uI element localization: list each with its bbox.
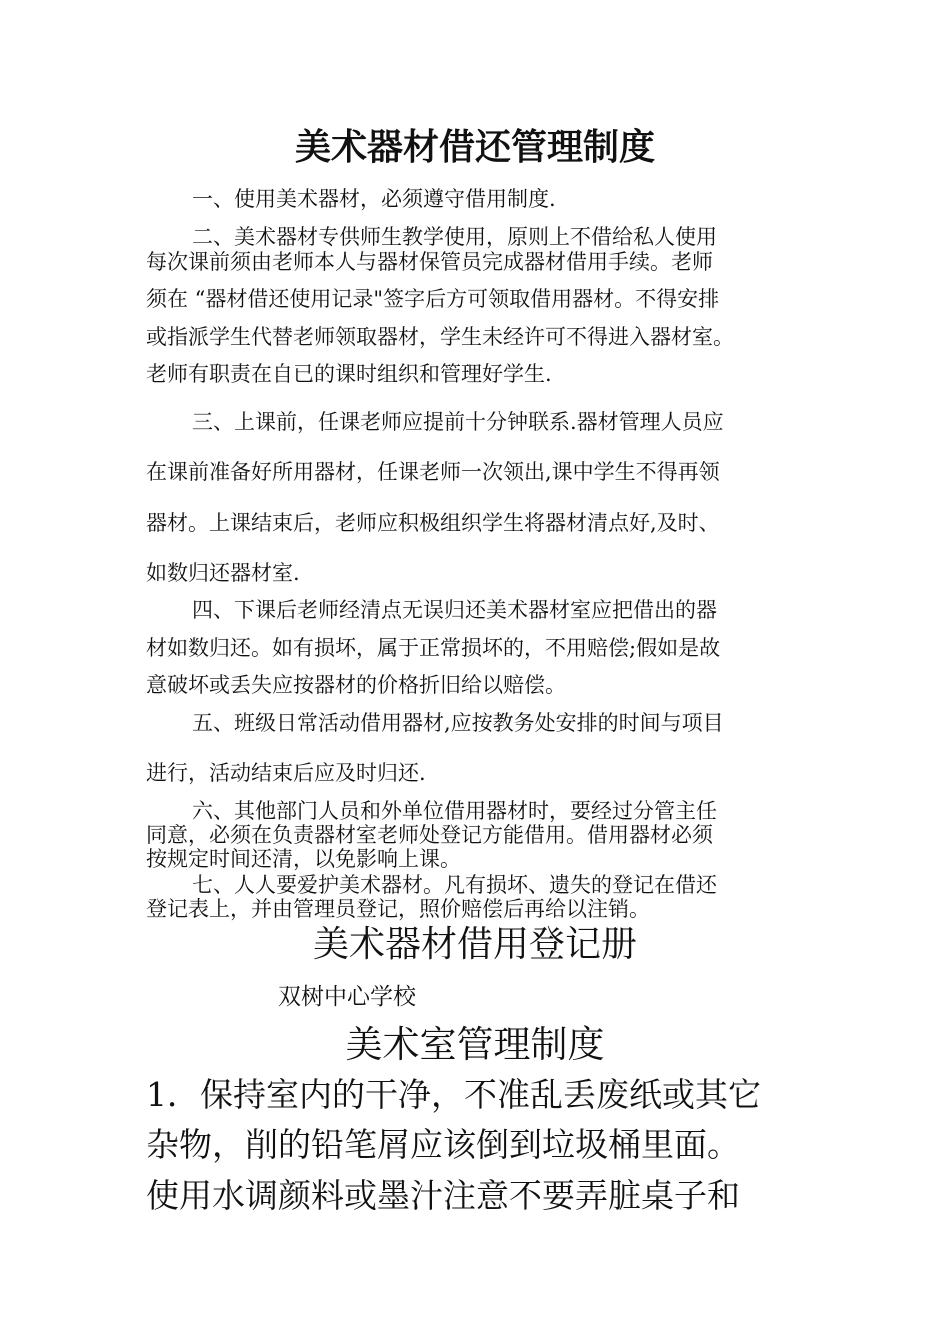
rule-1-line-2: 杂物，削的铅笔屑应该倒到垃圾桶里面。 [146, 1125, 740, 1164]
register-title: 美术器材借用登记册 [312, 924, 637, 965]
clause-4-line-2: 材如数归还。如有损坏，属于正常损坏的，不用赔偿;假如是故 [146, 636, 721, 660]
clause-7-line-1: 七、人人要爱护美术器材。凡有损坏、遗失的登记在借还 [192, 873, 717, 897]
clause-4-line-1: 四、下课后老师经清点无误归还美术器材室应把借出的器 [192, 598, 717, 622]
rule-1-line-3: 使用水调颜料或墨汁注意不要弄脏桌子和 [146, 1176, 740, 1215]
school-name: 双树中心学校 [278, 984, 416, 1010]
clause-2-line-2: 每次课前须由老师本人与器材保管员完成器材借用手续。老师 [146, 250, 713, 274]
clause-3-line-2: 在课前准备好所用器材，任课老师一次领出,课中学生不得再领 [146, 460, 720, 484]
clause-3-line-1: 三、上课前，任课老师应提前十分钟联系.器材管理人员应 [192, 410, 724, 434]
clause-2-line-4: 或指派学生代替老师领取器材，学生未经许可不得进入器材室。 [146, 325, 734, 349]
clause-5-line-2: 进行，活动结束后应及时归还. [146, 761, 426, 785]
rule-1-line-1: 1．保持室内的干净，不准乱丢废纸或其它 [146, 1075, 761, 1114]
clause-3-line-4: 如数归还器材室. [146, 561, 300, 585]
main-title: 美术器材借还管理制度 [294, 127, 655, 168]
clause-6-line-1: 六、其他部门人员和外单位借用器材时，要经过分管主任 [192, 799, 717, 823]
clause-6-line-3: 按规定时间还清，以免影响上课。 [146, 847, 461, 871]
clause-1-line-1: 一、使用美术器材，必须遵守借用制度. [192, 187, 556, 211]
clause-2-line-3: 须在 “器材借还使用记录"签字后方可领取借用器材。不得安排 [146, 287, 720, 311]
clause-2-line-5: 老师有职责在自已的课时组织和管理好学生. [146, 362, 552, 386]
clause-4-line-3: 意破坏或丢失应按器材的价格折旧给以赔偿。 [146, 673, 566, 697]
clause-7-line-2: 登记表上，并由管理员登记，照价赔偿后再给以注销。 [146, 897, 650, 921]
clause-5-line-1: 五、班级日常活动借用器材,应按教务处安排的时间与项目 [192, 711, 724, 735]
art-room-rules-title: 美术室管理制度 [345, 1023, 605, 1066]
clause-6-line-2: 同意，必须在负责器材室老师处登记方能借用。借用器材必须 [146, 823, 713, 847]
clause-3-line-3: 器材。上课结束后，老师应积极组织学生将器材清点好,及时、 [146, 511, 720, 535]
clause-2-line-1: 二、美术器材专供师生教学使用，原则上不借给私人使用 [192, 225, 717, 249]
